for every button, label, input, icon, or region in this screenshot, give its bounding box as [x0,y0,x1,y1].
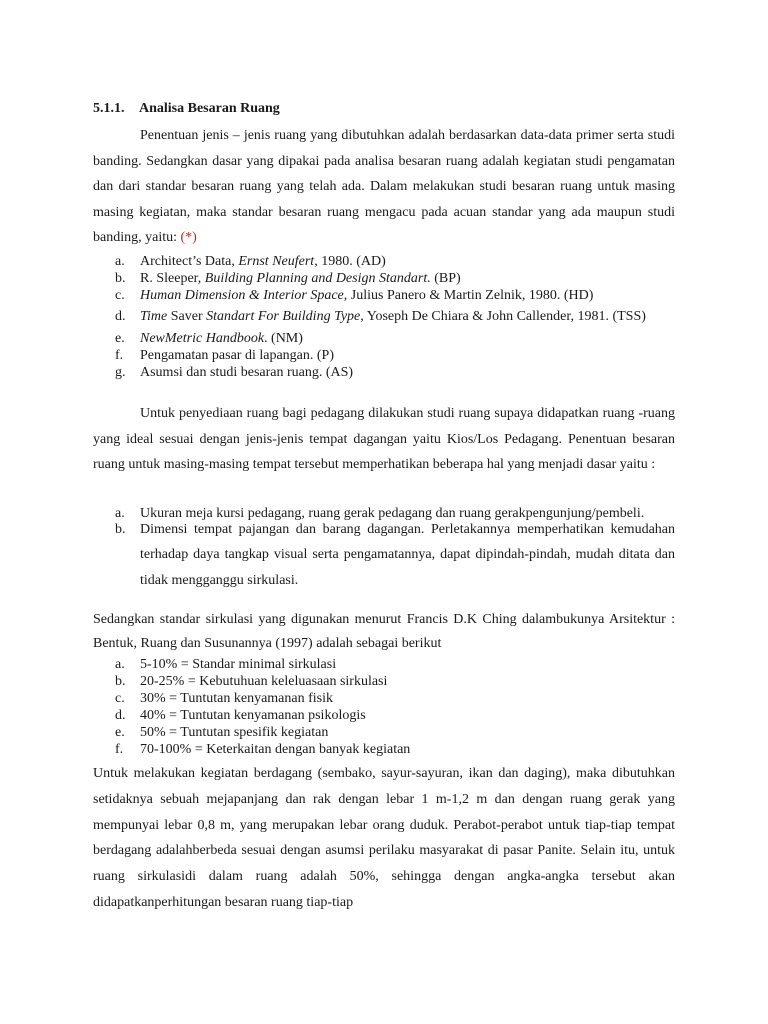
section-heading [93,101,280,117]
sources-list [115,253,675,381]
section-title: Analisa Besaran Ruang [139,101,280,116]
list-item: b. R. Sleeper, Building Planning and Design Standart. (BP) [115,271,461,286]
list-item: a. Ukuran meja kursi pedagang, ruang gerak pedagang dan ruang gerakpengunjung/pembeli. [115,506,645,521]
intro-text: Penentuan jenis – jenis ruang yang dibutuhkan adalah berdasarkan data-data primer serta studi banding. Sedangkan dasar yang dipakai pada analisa besaran ruang adalah kegiatan studi pengamatan dan dari standar besaran ruang yang telah ada. Dalam melakukan studi besaran ruang untuk masing masing kegiatan, maka standar besaran ruang mengacu pada acuan standar yang ada maupun studi banding, yaitu: [93,128,675,245]
list-item: g. Asumsi dan studi besaran ruang. (AS) [115,365,354,380]
stall-paragraph: Untuk penyediaan ruang bagi pedagang dilakukan studi ruang supaya didapatkan ruang -ruang yang ideal sesuai dengan jenis-jenis tempat dagangan yaitu Kios/Los Pedagang. Penentuan besaran ruang untuk masing-masing tempat tersebut memperhatikan beberapa hal yang menjadi dasar yaitu : [93,406,675,472]
list-item: f. Pengamatan pasar di lapangan. (P) [115,348,334,363]
list-item: d. Time Saver Standart For Building Type, Yoseph De Chiara & John Callender, 1981. (TSS) [115,309,646,324]
trade-paragraph: Untuk melakukan kegiatan berdagang (sembako, sayur-sayuran, ikan dan daging), maka dibutuhkan setidaknya sebuah mejapanjang dan rak dengan lebar 1 m-1,2 m dan dengan ruang gerak yang mempunyai lebar 0,8 m, yang merupakan lebar orang duduk. Perabot-perabot untuk tiap-tiap tempat berdagang adalahberbeda sesuai dengan asumsi perilaku masyarakat di pasar Panite. Selain itu, untuk ruang sirkulasidi dalam ruang adalah 50%, sehingga dengan angka-angka tersebut akan didapatkanperhitungan besaran ruang tiap-tiap [93,766,675,910]
list-item: c. 30% = Tuntutan kenyamanan fisik [115,691,333,706]
list-item: a. Architect’s Data, Ernst Neufert, 1980. (AD) [115,254,386,269]
list-item: f. 70-100% = Keterkaitan dengan banyak kegiatan [115,742,411,757]
list-item: a. 5-10% = Standar minimal sirkulasi [115,657,337,672]
list-item: e. 50% = Tuntutan spesifik kegiatan [115,725,329,740]
list-item: b. 20-25% = Kebutuhuan keleluasaan sirkulasi [115,674,388,689]
circulation-paragraph: Sedangkan standar sirkulasi yang digunakan menurut Francis D.K Ching dalambukunya Arsitektur : Bentuk, Ruang dan Susunannya (1997) adalah sebagai berikut [93,612,675,651]
intro-paragraph [93,123,675,251]
list-item: d. 40% = Tuntutan kenyamanan psikologis [115,708,366,723]
list-item: b. Dimensi tempat pajangan dan barang dagangan. Perletakannya memperhatikan kemudahan terhadap daya tangkap visual serta pengamatannya, dapat dipindah-pindah, mudah ditata dan tidak mengganggu sirkulasi. [115,521,675,588]
reference-marker: (*) [180,230,197,245]
list-item: c. Human Dimension & Interior Space, Julius Panero & Martin Zelnik, 1980. (HD) [115,288,594,303]
section-number: 5.1.1. [93,101,125,116]
basis-list [115,501,675,593]
list-item: e. NewMetric Handbook. (NM) [115,331,303,346]
circulation-list [115,656,675,758]
